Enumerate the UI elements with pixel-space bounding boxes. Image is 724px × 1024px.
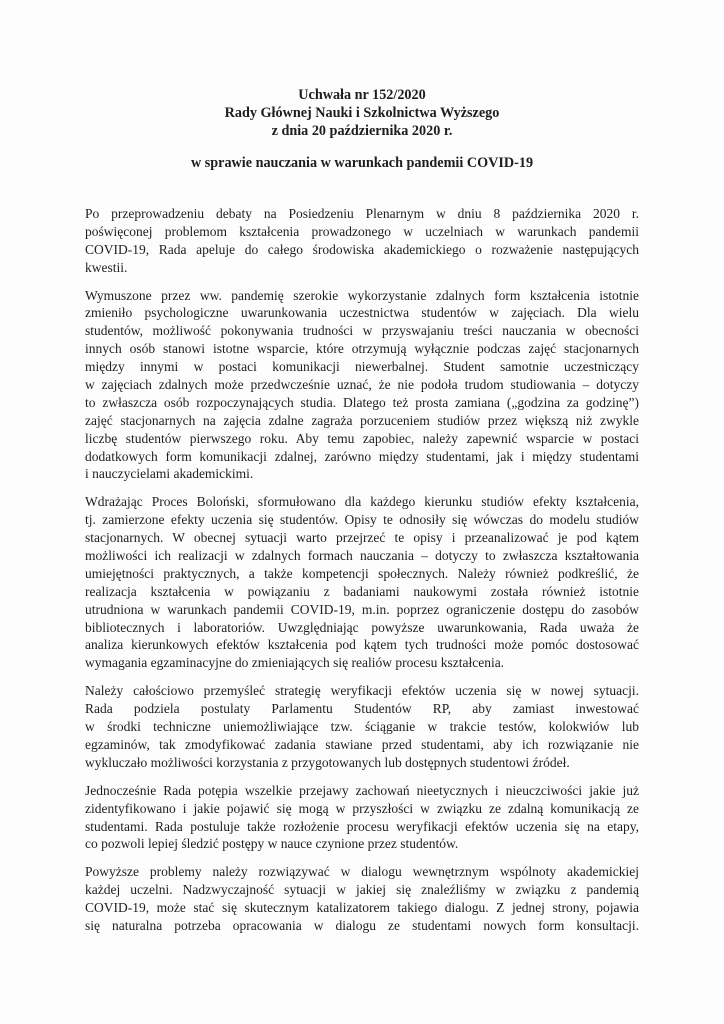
paragraph-line: Wymuszone przez ww. pandemię szerokie wykorzystanie zdalnych form kształcenia istotnie <box>85 287 639 303</box>
paragraph-line: Powyższe problemy należy rozwiązywać w dialogu wewnętrznym wspólnoty akademickiej <box>85 864 639 880</box>
paragraph-line: innych osób stanowi istotne wsparcie, które otrzymują wyłącznie podczas zajęć stacjonarnych <box>85 341 639 357</box>
paragraph-line: umiejętności praktycznych, a także kompetencji społecznych. Należy również podkreślić, że <box>85 565 639 581</box>
paragraph-2 <box>85 287 639 484</box>
paragraph-line: w środki techniczne uniemożliwiające tzw. ściąganie w trakcie testów, kolokwiów lub <box>85 719 639 735</box>
document-subject: w sprawie nauczania w warunkach pandemii COVID-19 <box>190 155 534 171</box>
paragraph-line: w zajęciach zdalnych może przedwcześnie uznać, że nie podoła trudom studiowania – dotyczy <box>85 377 639 393</box>
paragraph-line: Jednocześnie Rada potępia wszelkie przejawy zachowań nieetycznych i nieuczciwości jakie już <box>85 782 639 798</box>
paragraph-4 <box>85 682 639 771</box>
paragraph-line: między innymi w postaci komunikacji niewerbalnej. Student samotnie uczestniczący <box>85 359 639 375</box>
paragraph-line: co pozwoli lepiej śledzić postępy w nauce czynione przez studentów. <box>85 836 459 852</box>
paragraph-line: studentami. Rada postuluje także rozłożenie procesu weryfikacji efektów uczenia się na etapy, <box>85 818 639 834</box>
paragraph-line: tj. zamierzone efekty uczenia się studentów. Opisy te odnosiły się wówczas do modelu studiów <box>85 512 639 528</box>
paragraph-line: COVID-19, Rada apeluje do całego środowiska akademickiego o rozważenie następujących <box>85 241 639 257</box>
paragraph-line: możliwości ich realizacji w zdalnych formach nauczania – dotyczy to zwłaszcza kształtowania <box>85 548 639 564</box>
paragraph-line: Należy całościowo przemyśleć strategię weryfikacji efektów uczenia się w nowej sytuacji. <box>85 683 639 699</box>
paragraph-line: realizacja kształcenia w powiązaniu z badaniami naukowymi została również istotnie <box>85 583 639 599</box>
paragraph-line: zajęć stacjonarnych na zajęcia zdalne zagraża porzuceniem studiów przez większą niż zwykle <box>85 412 639 428</box>
paragraph-line: poświęconej problemom kształcenia prowadzonego w uczelniach w warunkach pandemii <box>85 223 639 239</box>
paragraph-line: liczbę studentów pierwszego roku. Aby temu zapobiec, należy zapewnić wsparcie w postaci <box>85 430 639 446</box>
paragraph-line: dodatkowych form komunikacji zdalnej, zarówno między studentami, jak i między studentami <box>85 448 639 464</box>
paragraph-line: kwestii. <box>85 259 128 275</box>
paragraph-line: się naturalna potrzeba opracowania w dialogu ze studentami nowych form konsultacji. <box>85 917 639 933</box>
paragraph-line: wymagania egzaminacyjne do zmieniających się realiów procesu kształcenia. <box>85 655 505 671</box>
paragraph-line: Wdrażając Proces Boloński, sformułowano dla każdego kierunku studiów efekty kształcenia, <box>85 494 639 510</box>
paragraph-line: i nauczycielami akademickimi. <box>85 466 254 482</box>
paragraph-line: każdej uczelni. Nadzwyczajność sytuacji w jakiej się znaleźliśmy w związku z pandemią <box>85 882 639 898</box>
paragraph-5 <box>85 782 639 854</box>
paragraph-line: egzaminów, tak zmodyfikować zadania stawiane przed studentami, aby ich rozwiązanie nie <box>85 736 639 752</box>
paragraph-line: utrudniona w warunkach pandemii COVID-19, m.in. poprzez ograniczenie dostępu do zasobów <box>85 601 639 617</box>
document-content <box>85 86 639 945</box>
document-title <box>85 86 639 140</box>
paragraph-3 <box>85 493 639 672</box>
paragraph-line: zmieniło psychologiczne uwarunkowania uczestnictwa studentów w zajęciach. Dla wielu <box>85 305 639 321</box>
document-body <box>85 205 639 935</box>
document-header <box>85 86 639 172</box>
paragraph-line: to zwłaszcza osób rozpoczynających studia. Dlatego też prosta zamiana („godzina za godzinę”) <box>85 394 639 410</box>
paragraph-line: COVID-19, może stać się skutecznym katalizatorem takiego dialogu. Z jednej strony, pojawia <box>85 900 639 916</box>
paragraph-line: analiza kierunkowych efektów kształcenia pod kątem tych trudności może pomóc dostosować <box>85 637 639 653</box>
paragraph-line: studentów, możliwość pokonywania trudności w przyswajaniu treści nauczania w obecności <box>85 323 639 339</box>
title-line: z dnia 20 października 2020 r. <box>271 123 453 139</box>
paragraph-line: Po przeprowadzeniu debaty na Posiedzeniu Plenarnym w dniu 8 października 2020 r. <box>85 206 639 221</box>
paragraph-line: wykluczało możliwości korzystania z przygotowanych lub dostępnych studentowi źródeł. <box>85 754 570 770</box>
paragraph-6 <box>85 863 639 935</box>
paragraph-line: stacjonarnych. W obecnej sytuacji warto przejrzeć te opisy i przeanalizować je pod kątem <box>85 530 639 546</box>
paragraph-line: bibliotecznych i laboratoriów. Uwzględniając powyższe uwarunkowania, Rada uważa że <box>85 619 639 635</box>
title-line: Uchwała nr 152/2020 <box>298 87 426 103</box>
paragraph-line: Rada podziela postulaty Parlamentu Studentów RP, aby zamiast inwestować <box>85 701 639 717</box>
paragraph-line: zidentyfikowano i jakie pojawić się mogą w przyszłości w związku ze zdalną komunikacją ze <box>85 800 639 816</box>
paragraph-1 <box>85 205 639 277</box>
title-line: Rady Głównej Nauki i Szkolnictwa Wyższego <box>224 105 500 121</box>
